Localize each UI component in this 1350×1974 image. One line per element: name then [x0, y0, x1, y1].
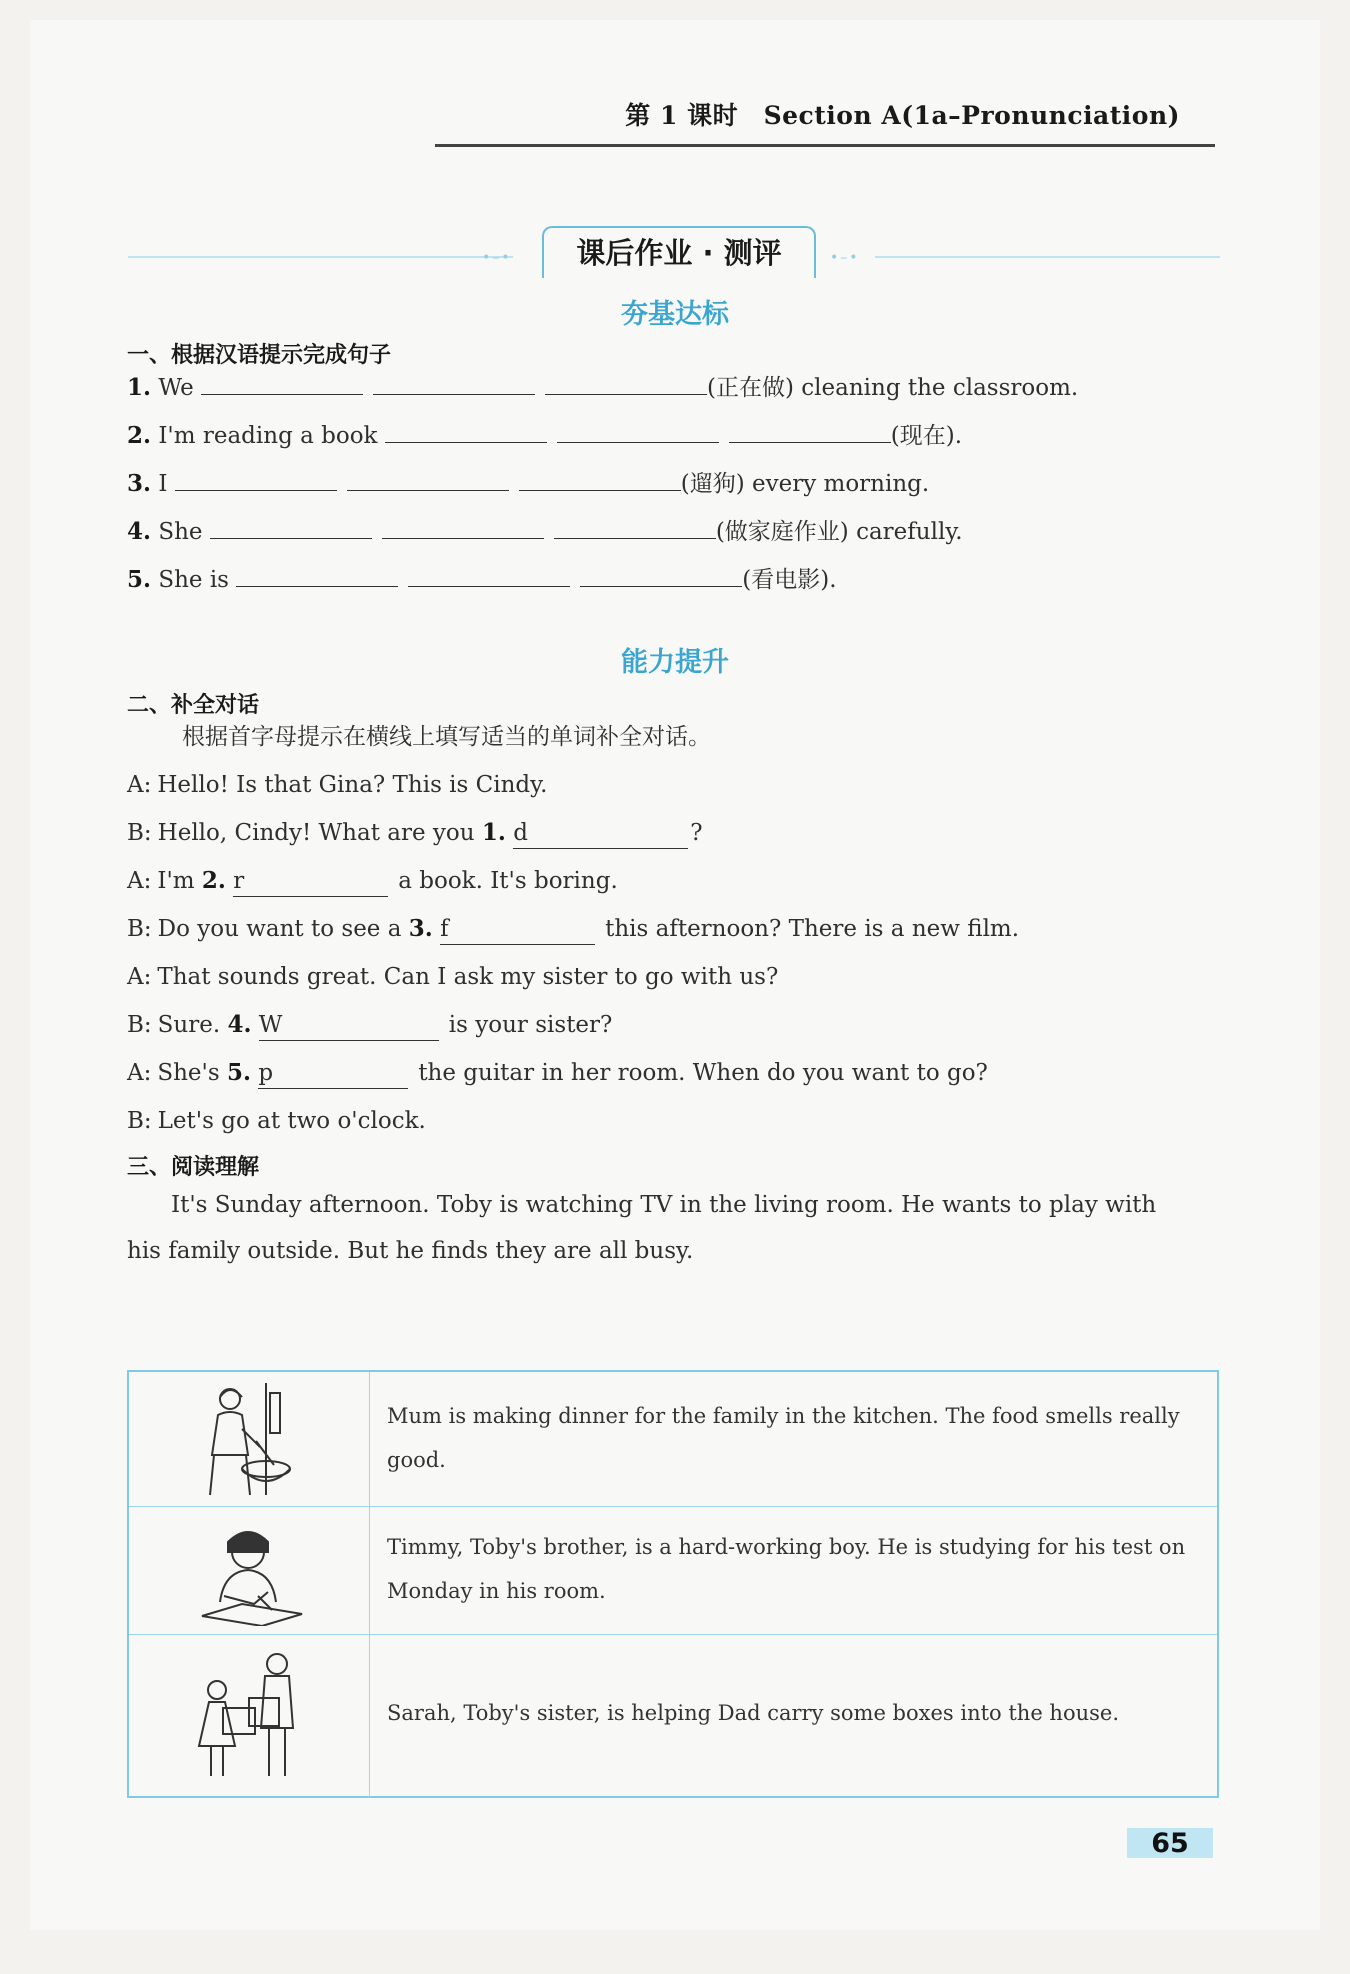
dialogue-text: That sounds great. Can I ask my sister to go with us? [157, 964, 779, 990]
dialogue-text: is your sister? [448, 1012, 613, 1038]
row-text [387, 1394, 1205, 1482]
row-text-line: Monday in his room. [387, 1579, 606, 1603]
boy-studying-icon [194, 1516, 304, 1626]
row-text-line: Timmy, Toby's brother, is a hard-working boy. He is studying for his test on [387, 1535, 1186, 1559]
item-number: 1. [127, 374, 152, 401]
mother-cooking-icon [194, 1379, 304, 1499]
row-text-line: Sarah, Toby's sister, is helping Dad carry some boxes into the house. [387, 1701, 1120, 1725]
sentence-item [127, 516, 963, 547]
part2-heading: 二、补全对话 [127, 693, 260, 718]
dialogue-text: Hello! Is that Gina? This is Cindy. [157, 772, 548, 798]
initial-letter: W [258, 1012, 283, 1038]
banner-line-left [128, 256, 513, 258]
item-prefix: She [158, 519, 203, 545]
initial-letter: f [440, 916, 449, 942]
initial-letter: p [258, 1060, 274, 1086]
item-number: 4. [127, 518, 152, 545]
worksheet-page [30, 20, 1320, 1930]
answer-blank[interactable] [385, 420, 547, 443]
girl-and-dad-carrying-boxes-illustration [129, 1635, 370, 1797]
dialogue-blank[interactable] [259, 1010, 439, 1041]
sentence-item [127, 564, 837, 595]
reading-table [127, 1370, 1219, 1798]
part2-instruction: 根据首字母提示在横线上填写适当的单词补全对话。 [182, 724, 711, 750]
item-prefix: I'm reading a book [158, 423, 378, 449]
blank-number: 1. [481, 819, 506, 846]
table-row [129, 1634, 1217, 1797]
blank-number: 4. [227, 1011, 252, 1038]
answer-blank[interactable] [729, 420, 891, 443]
item-hint: (做家庭作业) carefully. [715, 519, 963, 545]
speaker-label: A: [127, 868, 152, 894]
dialogue-text: Hello, Cindy! What are you [157, 820, 475, 846]
answer-blank[interactable] [382, 516, 544, 539]
item-hint: (遛狗) every morning. [680, 471, 930, 497]
table-row [129, 1372, 1217, 1506]
dialogue-line [127, 1106, 426, 1136]
answer-blank[interactable] [580, 564, 742, 587]
speaker-label: B: [127, 1108, 152, 1134]
sentence-item [127, 372, 1078, 403]
section-title-basic: 夯基达标 [621, 299, 729, 330]
speaker-label: B: [127, 820, 152, 846]
answer-blank[interactable] [557, 420, 719, 443]
blank-number: 3. [408, 915, 433, 942]
dialogue-text: She's [157, 1060, 220, 1086]
initial-letter: d [513, 820, 528, 846]
item-hint: (现在). [890, 423, 963, 449]
carrying-boxes-icon [189, 1646, 309, 1786]
part3-heading: 三、阅读理解 [127, 1155, 260, 1180]
item-prefix: She is [158, 567, 229, 593]
passage-line: It's Sunday afternoon. Toby is watching TV in the living room. He wants to play with [171, 1192, 1157, 1218]
speaker-label: A: [127, 772, 152, 798]
item-hint: (看电影). [742, 567, 837, 593]
dialogue-text: a book. It's boring. [398, 868, 618, 894]
answer-blank[interactable] [175, 468, 337, 491]
item-prefix: We [158, 375, 194, 401]
dialogue-text: the guitar in her room. When do you want to go? [418, 1060, 988, 1086]
dialogue-text: Do you want to see a [157, 916, 402, 942]
speaker-label: A: [127, 1060, 152, 1086]
dialogue-text: Sure. [157, 1012, 221, 1038]
item-number: 5. [127, 566, 152, 593]
item-hint: (正在做) cleaning the classroom. [707, 375, 1079, 401]
banner-line-right [875, 256, 1220, 258]
page-number: 65 [1127, 1828, 1213, 1858]
table-row [129, 1506, 1217, 1635]
answer-blank[interactable] [408, 564, 570, 587]
section-title-advance: 能力提升 [621, 647, 729, 678]
reading-passage [127, 1182, 1227, 1274]
item-number: 3. [127, 470, 152, 497]
answer-blank[interactable] [347, 468, 509, 491]
dialogue-line [127, 818, 703, 849]
dialogue-line [127, 866, 618, 897]
answer-blank[interactable] [545, 372, 707, 395]
dialogue-line [127, 1058, 988, 1089]
dialogue-blank[interactable] [513, 818, 688, 849]
dialogue-blank[interactable] [440, 914, 595, 945]
answer-blank[interactable] [236, 564, 398, 587]
answer-blank[interactable] [519, 468, 681, 491]
boy-studying-illustration [129, 1507, 370, 1635]
dialogue-text: this afternoon? There is a new film. [605, 916, 1020, 942]
row-text-line: good. [387, 1448, 446, 1472]
dialogue-text: Let's go at two o'clock. [157, 1108, 426, 1134]
dialogue-text: I'm [157, 868, 195, 894]
initial-letter: r [233, 868, 245, 894]
dialogue-text: ? [690, 820, 703, 846]
item-number: 2. [127, 422, 152, 449]
speaker-label: B: [127, 916, 152, 942]
blank-number: 5. [226, 1059, 251, 1086]
item-prefix: I [158, 471, 168, 497]
sentence-item [127, 420, 962, 451]
answer-blank[interactable] [210, 516, 372, 539]
part1-heading: 一、根据汉语提示完成句子 [127, 343, 392, 368]
answer-blank[interactable] [201, 372, 363, 395]
speaker-label: B: [127, 1012, 152, 1038]
passage-line: his family outside. But he finds they are all busy. [127, 1238, 694, 1264]
lesson-header: 第 1 课时 Section A(1a–Pronunciation) [625, 101, 1180, 130]
dialogue-line [127, 770, 547, 800]
row-text [387, 1525, 1205, 1613]
speaker-label: A: [127, 964, 152, 990]
dialogue-line [127, 1010, 612, 1041]
row-text-line: Mum is making dinner for the family in the kitchen. The food smells really [387, 1404, 1180, 1428]
dialogue-blank[interactable] [258, 1058, 408, 1089]
mother-cooking-illustration [129, 1372, 370, 1506]
dialogue-line [127, 914, 1019, 945]
banner-dots-left: •–• [482, 250, 512, 266]
answer-blank[interactable] [373, 372, 535, 395]
blank-number: 2. [201, 867, 226, 894]
header-rule [435, 144, 1215, 147]
answer-blank[interactable] [554, 516, 716, 539]
banner-dots-right: •–• [830, 250, 860, 266]
sentence-item [127, 468, 929, 499]
dialogue-line [127, 962, 778, 992]
dialogue-blank[interactable] [233, 866, 388, 897]
homework-banner: 课后作业 · 测评 [542, 226, 816, 278]
